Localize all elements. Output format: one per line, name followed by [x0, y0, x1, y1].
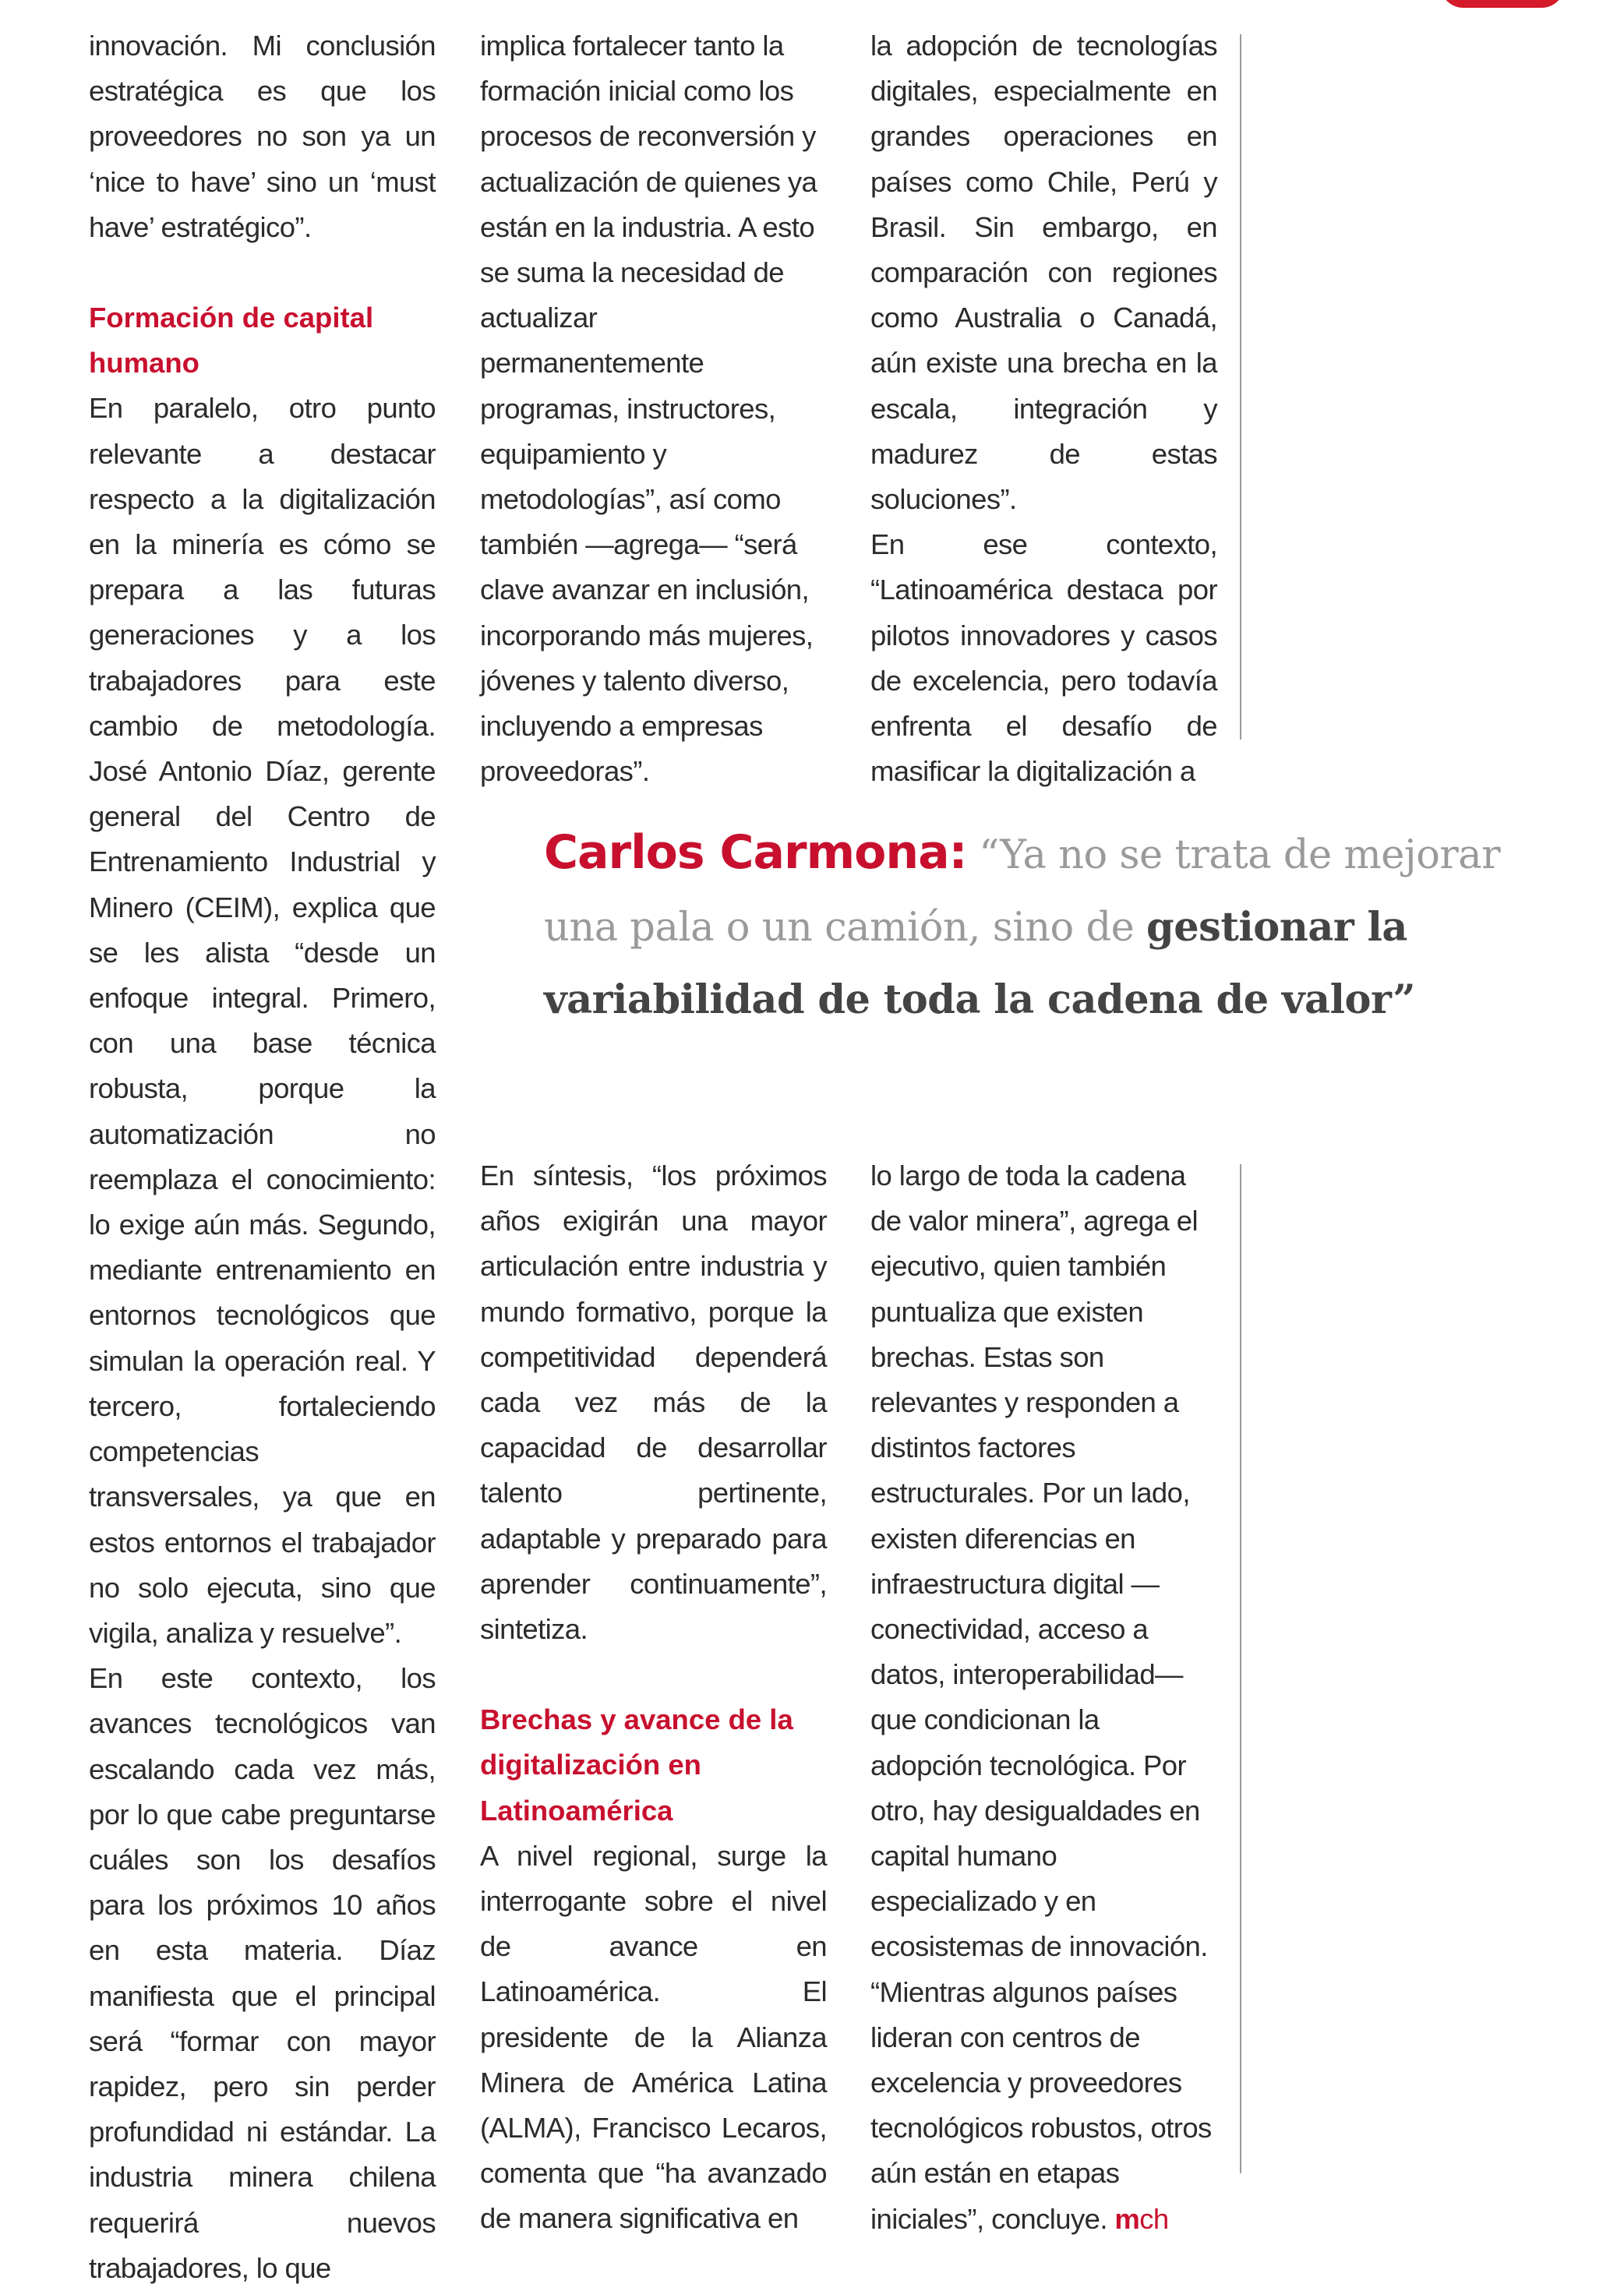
- column-rule-top: [1240, 34, 1241, 740]
- column-2-bottom: [480, 1153, 827, 2242]
- col2-bottom-paragraph-1: En síntesis, “los próximos años exigirán una mayor articulación entre industria y mundo formativo, porque la competitividad dependerá cada vez más de la capacidad de desarrollar talento pertinente, adaptable y preparado para aprender continuamente”, sintetiza.: [480, 1160, 827, 1646]
- col3-bottom-text: lo largo de toda la cadena de valor minera”, agrega el ejecutivo, quien también puntualiza que existen brechas. Estas son relevantes y responden a distintos factores estructurales. Por un lado, existen diferencias en infraestructura digital —conectividad, acceso a datos, interoperabilidad— que condicionan la adopción tecnológica. Por otro, hay desigualdades en capital humano especializado y en ecosistemas de innovación. “Mientras algunos países lideran con centros de excelencia y proveedores tecnológicos robustos, otros aún están en etapas iniciales”, concluye.: [870, 1160, 1212, 2235]
- logo-m-letter: m: [1114, 2202, 1140, 2235]
- column-rule-bottom: [1240, 1164, 1241, 2173]
- section-heading-formacion: Formación de capital humano: [89, 302, 374, 379]
- column-1: [89, 23, 436, 2291]
- column-3-bottom: [870, 1153, 1217, 2242]
- col2-bottom-paragraph-2: A nivel regional, surge la interrogante sobre el nivel de avance en Latinoamérica. El presidente de la Alianza Minera de América Latina (ALMA), Francisco Lecaros, comenta que “ha avanzado de manera significativa en: [480, 1839, 827, 2235]
- quote-text-light: “Ya no se trata de mejorar una pala o un camión, sino de: [544, 832, 1501, 951]
- quote-speaker: Carlos Carmona:: [544, 825, 967, 880]
- col3-top-paragraph-2: En ese contexto, “Latinoamérica destaca por pilotos innovadores y casos de excelencia, pero todavía enfrenta el desafío de masificar la digitalización a: [870, 528, 1217, 788]
- logo-ch-letters: ch: [1139, 2202, 1169, 2235]
- col2-top-paragraph: implica fortalecer tanto la formación inicial como los procesos de reconversión y actualización de quienes ya están en la industria. A esto se suma la necesidad de actualizar permanentemente programas, instructores, equipamiento y metodologías”, así como también —agrega— “será clave avanzar en inclusión, incorporando más mujeres, jóvenes y talento diverso, incluyendo a empresas proveedoras”.: [480, 30, 817, 788]
- col1-paragraph-2: En paralelo, otro punto relevante a destacar respecto a la digitalización en la minería es cómo se prepara a las futuras generaciones y a los trabajadores para este cambio de metodología. José Antonio Díaz, gerente general del Centro de Entrenamiento Industrial y Minero (CEIM), explica que se les alista “desde un enfoque integral. Primero, con una base técnica robusta, porque la automatización no reemplaza el conocimiento: lo exige aún más. Segundo, mediante entrenamiento en entornos tecnológicos que simulan la operación real. Y tercero, fortaleciendo competencias transversales, ya que en estos entornos el trabajador no solo ejecuta, sino que vigila, analiza y resuelve”.: [89, 392, 436, 1649]
- col1-paragraph-1: innovación. Mi conclusión estratégica es que los proveedores no son ya un ‘nice to have’ sino un ‘must have’ estratégico”.: [89, 30, 436, 243]
- corner-tab: [1440, 0, 1565, 8]
- col3-bottom-paragraph: [870, 1153, 1217, 2242]
- quote-text-strong: gestionar la variabilidad de toda la cadena de valor”: [544, 904, 1416, 1023]
- col3-top-paragraph-1: la adopción de tecnologías digitales, especialmente en grandes operaciones en países como Chile, Perú y Brasil. Sin embargo, en comparación con regiones como Australia o Canadá, aún existe una brecha en la escala, integración y madurez de estas soluciones”.: [870, 30, 1217, 516]
- section-heading-brechas: Brechas y avance de la digitalización en Latinoamérica: [480, 1703, 793, 1827]
- pull-quote: [544, 817, 1557, 1036]
- column-3-top: [870, 23, 1217, 794]
- mch-logo: [1114, 2203, 1168, 2235]
- column-2-top: [480, 23, 827, 794]
- col1-paragraph-3: En este contexto, los avances tecnológicos van escalando cada vez más, por lo que cabe preguntarse cuáles son los desafíos para los próximos 10 años en esta materia. Díaz manifiesta que el principal será “formar con mayor rapidez, pero sin perder profundidad ni estándar. La industria minera chilena requerirá nuevos trabajadores, lo que: [89, 1662, 436, 2284]
